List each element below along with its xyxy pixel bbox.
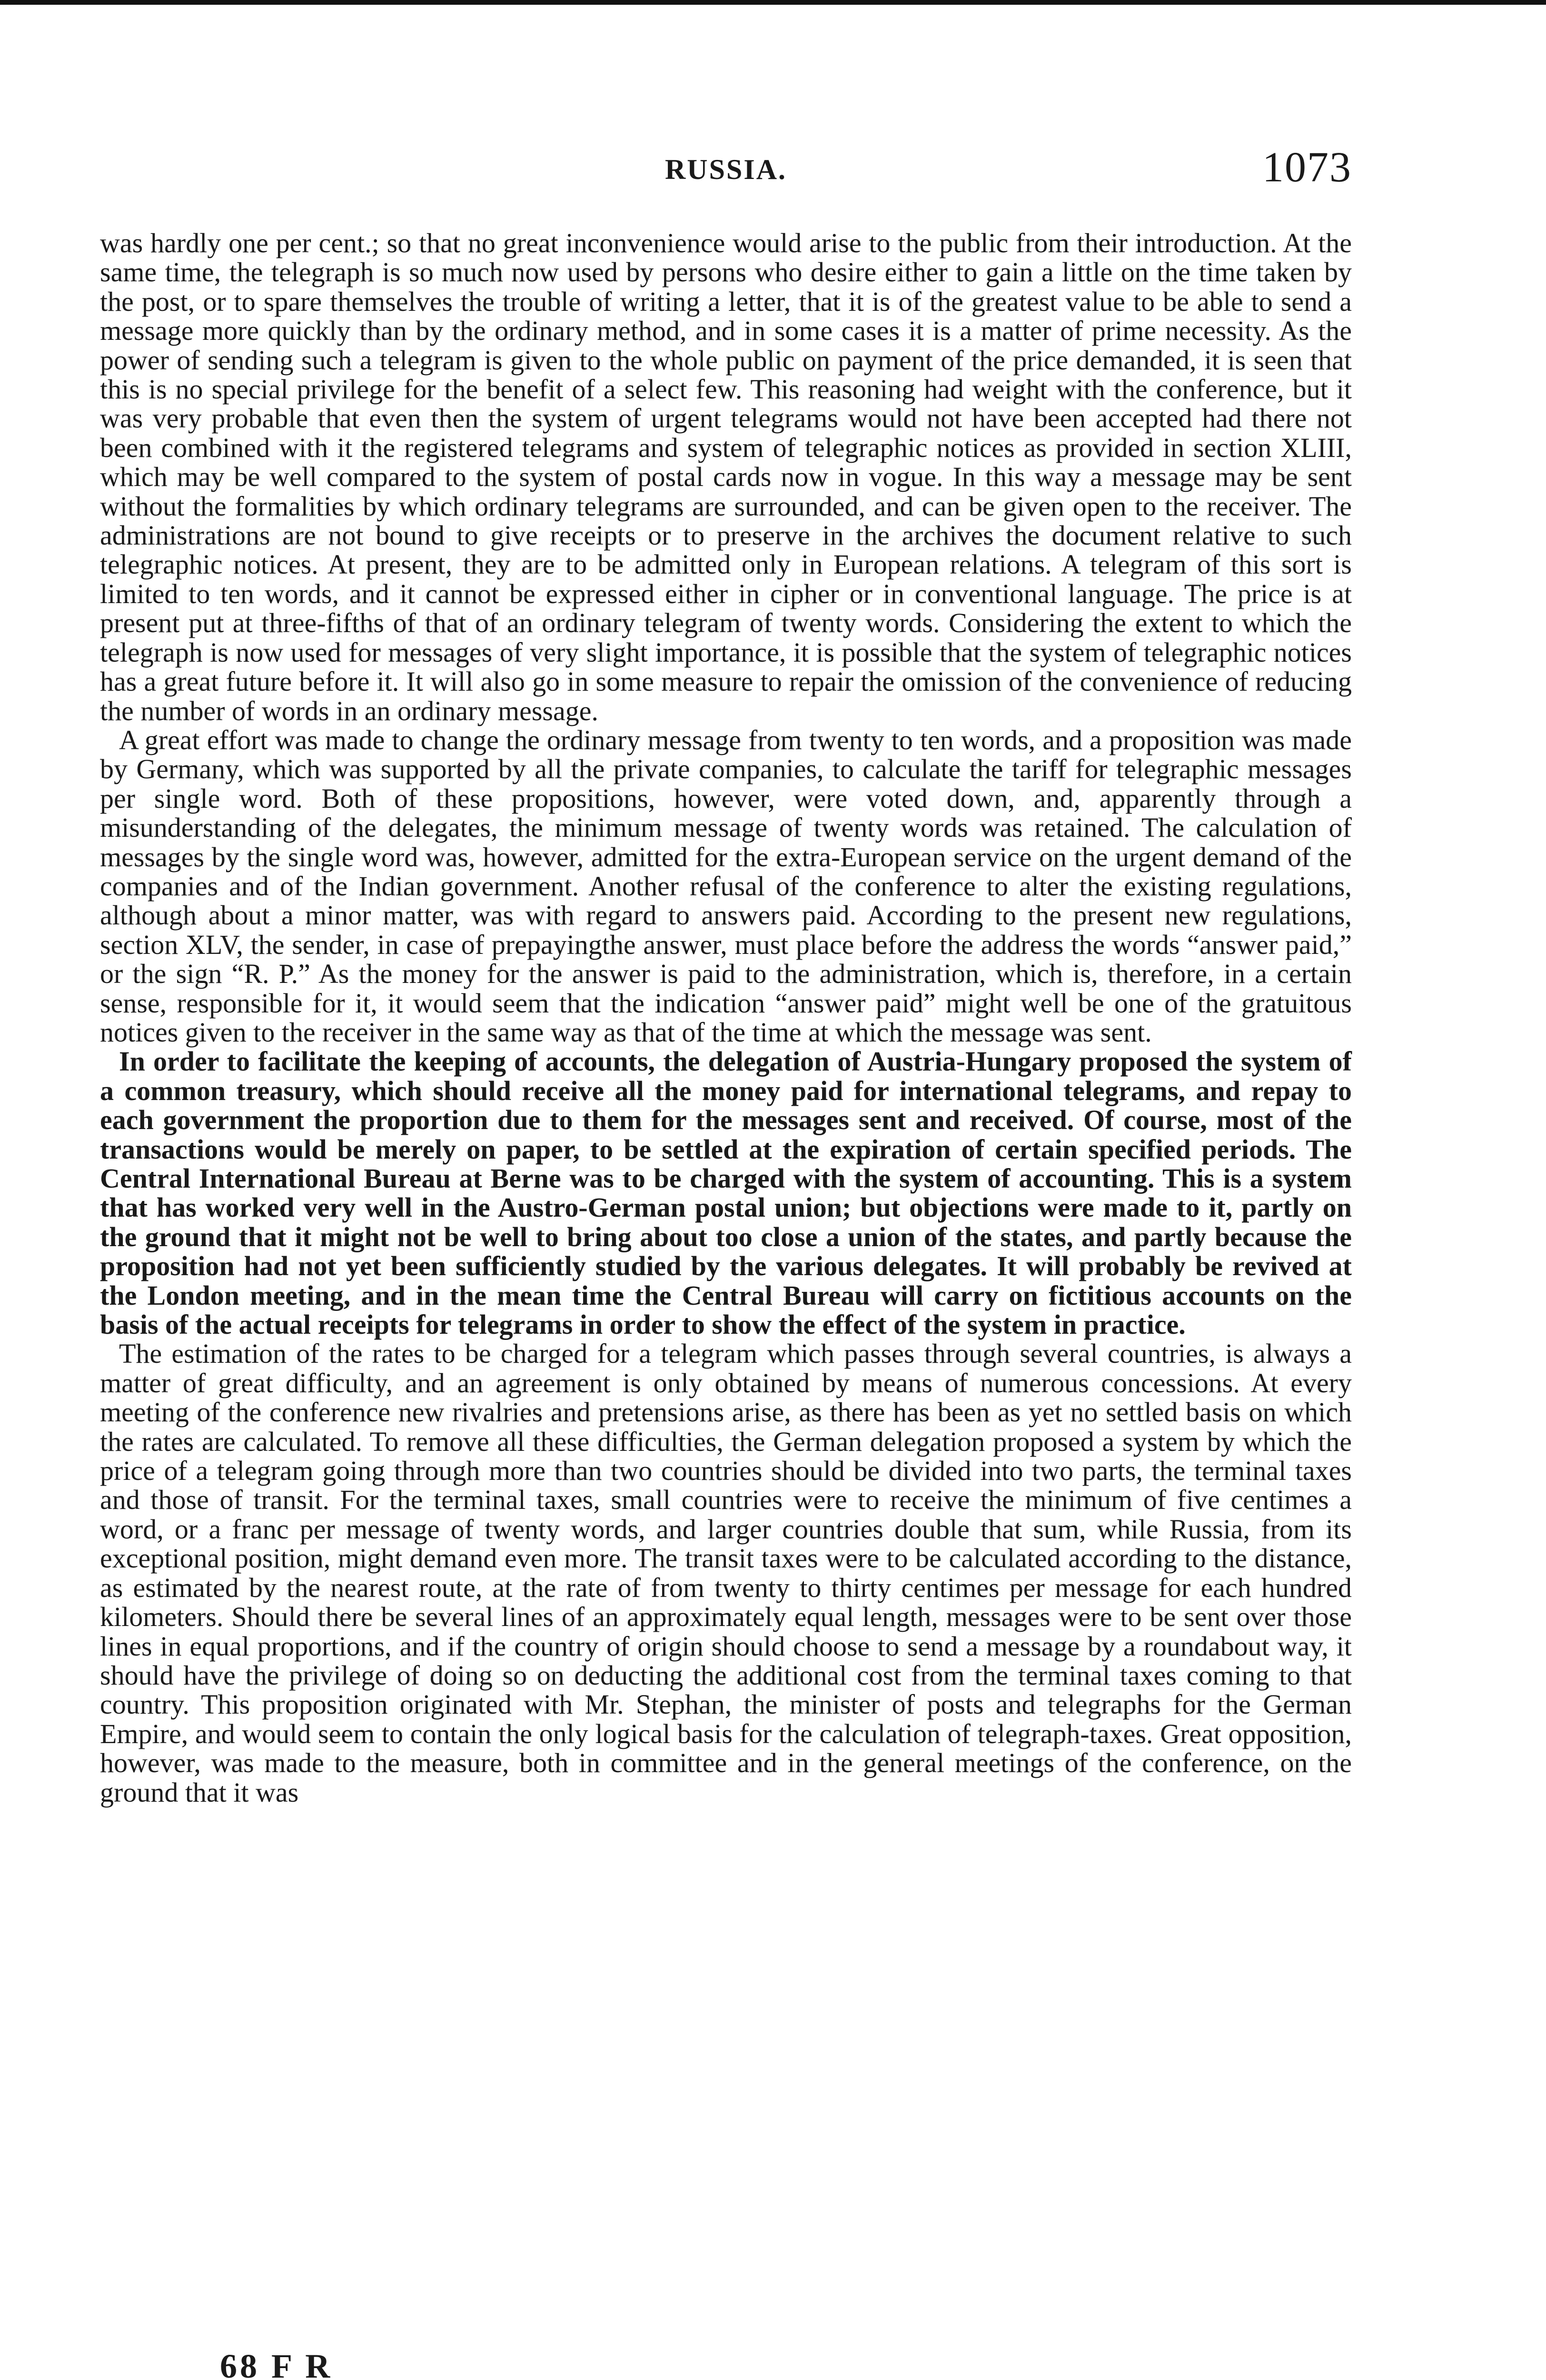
page-number: 1073 — [1262, 144, 1352, 191]
top-border-rule — [0, 0, 1546, 5]
paragraph-1: was hardly one per cent.; so that no great inconvenience would arise to the public from their introduction. At the same time, the telegraph is so much now used by persons who desire either to gain a little on the time taken by the post, or to spare themselves the trouble of writing a letter, that it is of the greatest value to be able to send a message more quickly than by the ordinary method, and in some cases it is a matter of prime necessity. As the power of sending such a telegram is given to the whole public on payment of the price demanded, it is seen that this is no special privilege for the benefit of a select few. This reasoning had weight with the conference, but it was very probable that even then the system of urgent telegrams would not have been accepted had there not been combined with it the registered telegrams and system of telegraphic notices as provided in section XLIII, which may be well compared to the system of postal cards now in vogue. In this way a message may be sent without the formalities by which ordinary telegrams are surrounded, and can be given open to the receiver. The administrations are not bound to give receipts or to preserve in the archives the document relative to such telegraphic notices. At present, they are to be admitted only in European relations. A telegram of this sort is limited to ten words, and it cannot be expressed either in cipher or in conventional language. The price is at present put at three-fifths of that of an ordinary telegram of twenty words. Considering the extent to which the telegraph is now used for messages of very slight importance, it is possible that the system of telegraphic notices has a great future before it. It will also go in some measure to repair the omission of the convenience of reducing the number of words in an ordinary message. — [100, 228, 1352, 726]
paragraph-3: In order to facilitate the keeping of accounts, the delegation of Austria-Hungary proposed the system of a common treasury, which should receive all the money paid for international telegrams, and repay to each government the proportion due to them for the messages sent and received. Of course, most of the transactions would be merely on paper, to be settled at the expiration of certain specified periods. The Central International Bureau at Berne was to be charged with the system of accounting. This is a system that has worked very well in the Austro-German postal union; but objections were made to it, partly on the ground that it might not be well to bring about too close a union of the states, and partly because the proposition had not yet been sufficiently studied by the various delegates. It will probably be revived at the London meeting, and in the mean time the Central Bureau will carry on fictitious accounts on the basis of the actual receipts for telegrams in order to show the effect of the system in practice. — [100, 1046, 1352, 1340]
running-head: RUSSIA. — [664, 154, 787, 185]
page-header — [100, 143, 1352, 195]
body-text — [100, 228, 1352, 1807]
paragraph-2: A great effort was made to change the ordinary message from twenty to ten words, and a proposition was made by Germany, which was supported by all the private companies, to calculate the tariff for telegraphic messages per single word. Both of these propositions, however, were voted down, and, apparently through a misunderstanding of the delegates, the minimum message of twenty words was retained. The calculation of messages by the single word was, however, admitted for the extra-European service on the urgent demand of the companies and of the Indian government. Another refusal of the conference to alter the existing regulations, although about a minor matter, was with regard to answers paid. According to the present new regulations, section XLV, the sender, in case of prepayingthe answer, must place before the address the words “answer paid,” or the sign “R. P.” As the money for the answer is paid to the administration, which is, therefore, in a certain sense, responsible for it, it would seem that the indication “answer paid” might well be one of the gratuitous notices given to the receiver in the same way as that of the time at which the message was sent. — [100, 724, 1352, 1048]
signature-mark: 68 F R — [220, 2347, 333, 2380]
paragraph-4: The estimation of the rates to be charged for a telegram which passes through several countries, is always a matter of great difficulty, and an agreement is only obtained by means of numerous concessions. At every meeting of the conference new rivalries and pretensions arise, as there has been as yet no settled basis on which the rates are calculated. To remove all these difficulties, the German delegation proposed a system by which the price of a telegram going through more than two countries should be divided into two parts, the terminal taxes and those of transit. For the terminal taxes, small countries were to receive the minimum of five centimes a word, or a franc per message of twenty words, and larger countries double that sum, while Russia, from its exceptional position, might demand even more. The transit taxes were to be calculated according to the distance, as estimated by the nearest route, at the rate of from twenty to thirty centimes per message for each hundred kilometers. Should there be several lines of an approximately equal length, messages were to be sent over those lines in equal proportions, and if the country of origin should choose to send a message by a roundabout way, it should have the privilege of doing so on deducting the additional cost from the terminal taxes coming to that country. This proposition originated with Mr. Stephan, the minister of posts and telegraphs for the German Empire, and would seem to contain the only logical basis for the calculation of telegraph-taxes. Great opposition, however, was made to the measure, both in committee and in the general meetings of the conference, on the ground that it was — [100, 1338, 1352, 1808]
